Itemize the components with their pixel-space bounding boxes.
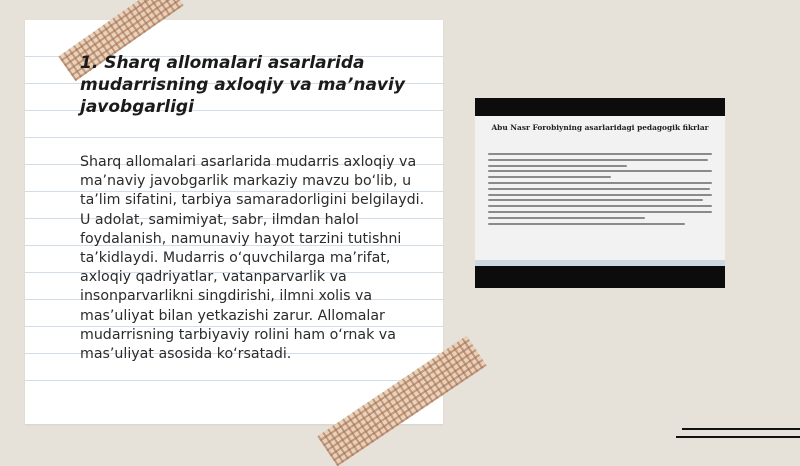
decorative-line-lower — [676, 436, 800, 438]
embedded-image-text-lines — [488, 153, 712, 249]
slide-title: 1. Sharq allomalari asarlarida mudarrisning axloqiy va ma’naviy javobgarligi — [80, 53, 405, 117]
embedded-image — [475, 98, 725, 288]
slide-body-text: Sharq allomalari asarlarida mudarris axloqiy va ma’naviy javobgarlik markaziy mavzu bo‘lib, u ta’lim sifatini, tarbiya samaradorligini belgilaydi. U adolat, samimiyat, sabr, ilmdan halol foydalanish, namunaviy hayot tarzini tutishni ta’kidlaydi. Mudarris o‘quvchilarga ma’rifat, axloqiy qadriyatlar, vatanparvarlik va insonparvarlikni singdirishi, ilmni xolis va mas’uliyat bilan yetkazishi zarur. Allomalar mudarrisning tarbiyaviy rolini ham o‘rnak va mas’uliyat asosida ko‘rsatadi. — [80, 154, 425, 363]
embedded-image-title: Abu Nasr Forobiyning asarlaridagi pedagogik fikrlar — [491, 123, 709, 132]
decorative-line-upper — [682, 428, 800, 430]
embedded-image-page — [475, 116, 725, 266]
